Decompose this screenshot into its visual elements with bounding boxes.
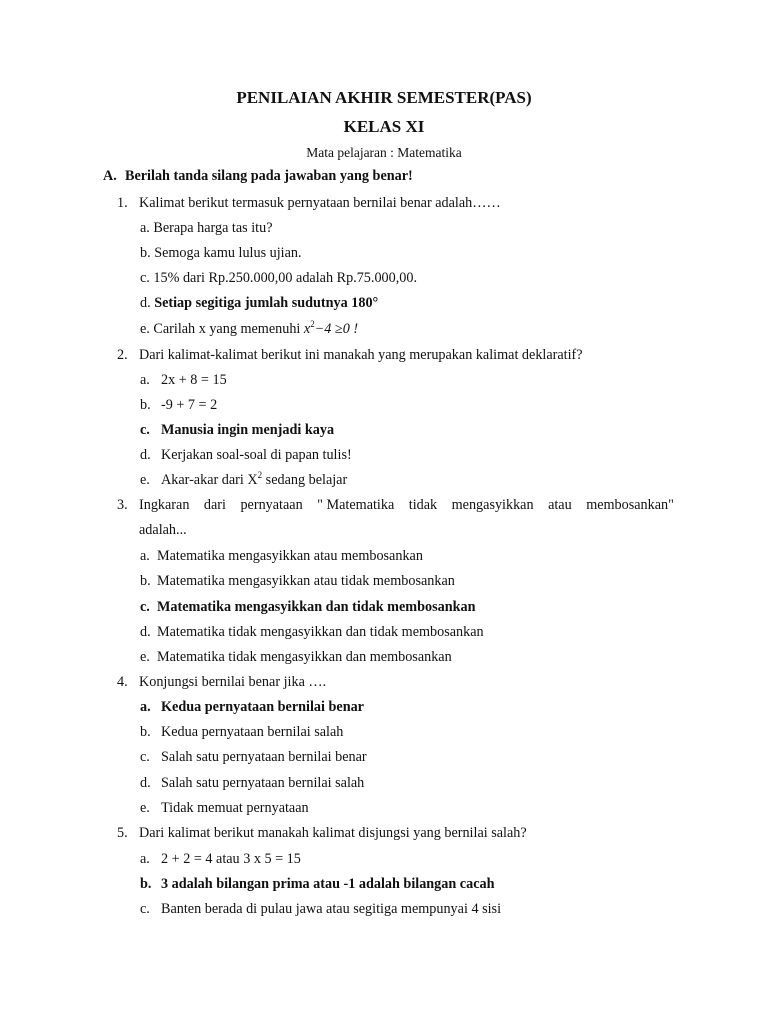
option-label: e.: [140, 649, 150, 665]
option-label: a.: [140, 548, 150, 564]
option-label: b.: [140, 724, 151, 740]
q2-option-c: [140, 421, 334, 439]
q1-option-c: c. 15% dari Rp.250.000,00 adalah Rp.75.000,00.: [140, 270, 418, 286]
option-label: d.: [140, 775, 151, 791]
q4-option-a: [140, 698, 364, 716]
question-text: Konjungsi bernilai benar jika ….: [139, 674, 327, 690]
option-text: Banten berada di pulau jawa atau segitiga mempunyai 4 sisi: [161, 901, 502, 917]
option-text: Akar-akar dari X: [161, 472, 258, 488]
option-text: Matematika tidak mengasyikkan dan membosankan: [157, 649, 452, 665]
q4-option-d: [140, 774, 364, 792]
word: mengasyikkan: [451, 497, 534, 513]
word: membosankan": [586, 497, 674, 513]
question-number: 1.: [117, 195, 128, 211]
question-number: 3.: [117, 497, 128, 513]
option-text: Salah satu pernyataan bernilai salah: [161, 775, 365, 791]
word: atau: [548, 497, 572, 513]
word: pernyataan: [240, 497, 303, 513]
q3-option-d: [140, 623, 484, 641]
option-text: 3 adalah bilangan prima atau -1 adalah bilangan cacah: [161, 876, 495, 892]
word: Ingkaran: [139, 497, 190, 513]
option-label: b.: [140, 876, 152, 892]
option-label: d.: [140, 447, 151, 463]
question-4: [117, 673, 326, 691]
option-text: Tidak memuat pernyataan: [161, 800, 309, 816]
q4-option-c: [140, 748, 367, 766]
q1-option-a: a. Berapa harga tas itu?: [140, 220, 273, 236]
question-2: [117, 346, 583, 364]
option-label: a.: [140, 851, 150, 867]
q2-option-e: [140, 471, 347, 489]
option-label: c.: [140, 599, 150, 615]
option-label: d.: [140, 624, 151, 640]
section-a-instruction: [103, 168, 413, 185]
option-text-after: sedang belajar: [265, 472, 348, 488]
q5-option-c: [140, 900, 501, 918]
option-label: e.: [140, 472, 150, 488]
option-text: Manusia ingin menjadi kaya: [161, 422, 335, 438]
superscript: 2: [257, 470, 263, 480]
q4-option-e: [140, 799, 309, 817]
option-label: b.: [140, 397, 151, 413]
q2-option-b: [140, 396, 217, 414]
option-text: 2 + 2 = 4 atau 3 x 5 = 15: [161, 851, 301, 867]
q2-option-d: [140, 446, 352, 464]
q3-option-c: [140, 598, 476, 616]
option-label: c.: [140, 422, 150, 438]
option-label: b.: [140, 573, 151, 589]
math-base: x: [303, 321, 311, 337]
q3-option-b: [140, 572, 455, 590]
q4-option-b: [140, 723, 343, 741]
q5-option-a: [140, 850, 301, 868]
option-text: Kedua pernyataan bernilai benar: [161, 699, 364, 715]
question-number: 4.: [117, 674, 128, 690]
option-text: Kerjakan soal-soal di papan tulis!: [161, 447, 352, 463]
subject-line: Mata pelajaran : Matematika: [306, 145, 462, 160]
section-instruction: Berilah tanda silang pada jawaban yang benar!: [125, 168, 413, 184]
question-5: [117, 824, 527, 842]
option-text: Salah satu pernyataan bernilai benar: [161, 749, 367, 765]
section-label: A.: [103, 168, 117, 184]
option-label: a.: [140, 699, 151, 715]
question-text: Dari kalimat berikut manakah kalimat disjungsi yang bernilai salah?: [139, 825, 527, 841]
q3-option-a: [140, 547, 423, 565]
question-3: [117, 496, 674, 514]
option-text: e. Carilah x yang memenuhi: [140, 321, 301, 337]
option-label: e.: [140, 800, 150, 816]
option-prefix: d.: [140, 295, 151, 311]
math-exponent: 2: [310, 319, 315, 329]
question-text: [139, 496, 674, 514]
question-3-continuation: adalah...: [139, 522, 187, 538]
q1-option-e: [140, 320, 358, 338]
q2-option-a: [140, 371, 227, 389]
page-title: PENILAIAN AKHIR SEMESTER(PAS): [236, 88, 532, 107]
word: dari: [203, 497, 226, 513]
question-number: 5.: [117, 825, 128, 841]
option-label: a.: [140, 372, 150, 388]
option-text: -9 + 7 = 2: [161, 397, 218, 413]
question-text: Kalimat berikut termasuk pernyataan bernilai benar adalah……: [139, 195, 501, 211]
option-text: Matematika tidak mengasyikkan dan tidak membosankan: [157, 624, 484, 640]
q3-option-e: [140, 648, 452, 666]
question-1: [117, 194, 501, 212]
option-label: c.: [140, 749, 150, 765]
option-label: c.: [140, 901, 150, 917]
q1-option-b: b. Semoga kamu lulus ujian.: [140, 245, 302, 261]
option-text: Matematika mengasyikkan dan tidak membosankan: [157, 599, 476, 615]
option-text: 2x + 8 = 15: [161, 372, 227, 388]
option-text: Setiap segitiga jumlah sudutnya 180°: [154, 295, 379, 311]
word: tidak: [408, 497, 438, 513]
option-text: Kedua pernyataan bernilai salah: [161, 724, 344, 740]
q5-option-b: [140, 875, 494, 893]
math-rest: −4 ≥0 !: [314, 321, 359, 337]
class-heading: KELAS XI: [343, 117, 425, 136]
option-text: Matematika mengasyikkan atau tidak membosankan: [157, 573, 455, 589]
option-text: Matematika mengasyikkan atau membosankan: [157, 548, 423, 564]
word: " Matematika: [317, 497, 395, 513]
q1-option-d: [140, 294, 378, 312]
question-text: Dari kalimat-kalimat berikut ini manakah yang merupakan kalimat deklaratif?: [139, 347, 583, 363]
question-number: 2.: [117, 347, 128, 363]
